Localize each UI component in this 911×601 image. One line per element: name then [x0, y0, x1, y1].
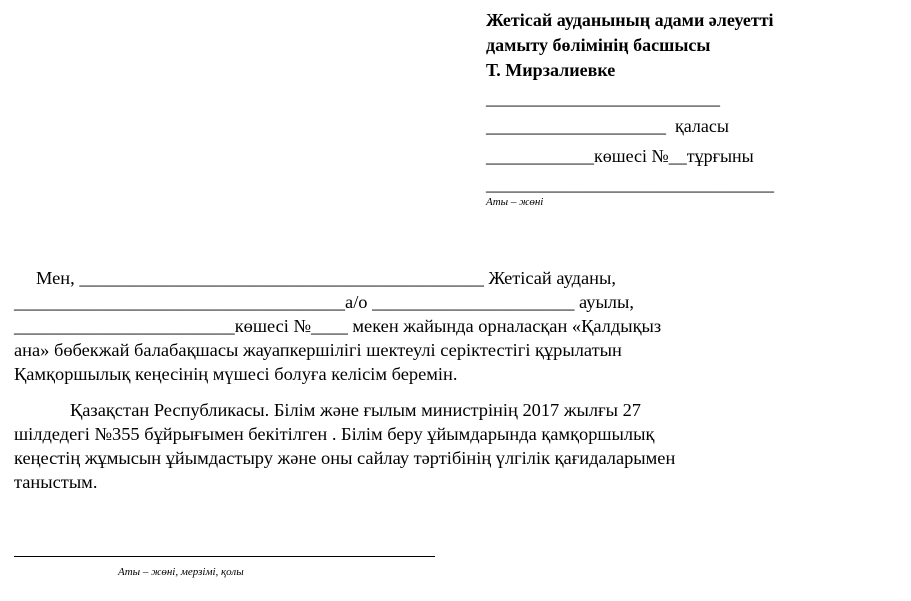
body-line-1 — [14, 266, 886, 290]
body-line-6: Қазақстан Республикасы. Білім және ғылым министрінің 2017 жылғы 27 — [70, 400, 641, 420]
addressee-line-2: дамыту бөлімінің басшысы — [486, 35, 711, 55]
sender-blank-line: __________________________ — [486, 88, 720, 108]
body-line-9: таныстым. — [14, 472, 98, 492]
sender-name-blank: ________________________________ — [486, 174, 774, 194]
street-label: көшесі №__тұрғыны — [594, 146, 754, 166]
body-line-4: ана» бөбекжай балабақшасы жауапкершілігі шектеулі серіктестігі құрылатын — [14, 340, 622, 360]
city-label: қаласы — [675, 116, 729, 136]
body-line-7: шілдедегі №355 бұйрығымен бекітілген . Білім беру ұйымдарында қамқоршылық — [14, 424, 655, 444]
name-blank: ____________________________________________ — [79, 268, 484, 288]
body-prefix: Мен, — [36, 268, 75, 288]
district-blank: ____________________________________ — [14, 292, 346, 312]
district-label: Жетісай ауданы, — [488, 268, 616, 288]
signature-hint: Аты – жөні, мерзімі, қолы — [118, 566, 244, 578]
village-blank: ______________________ — [372, 292, 575, 312]
sender-name-hint: Аты – жөні — [486, 196, 544, 208]
address-text: көшесі №____ мекен жайында орналасқан «Қалдықыз — [234, 316, 662, 336]
addressee-name: Т. Мирзалиевке — [486, 60, 616, 80]
ao-label: а/о — [345, 292, 368, 312]
body-line-5: Қамқоршылық кеңесінің мүшесі болуға келісім беремін. — [14, 364, 458, 384]
sender-street-line — [486, 144, 754, 168]
addressee-line-1: Жетісай ауданының адами әлеуетті — [486, 10, 774, 30]
body-line-2 — [14, 290, 886, 314]
city-blank: ____________________ — [486, 116, 666, 136]
body-line-3 — [14, 314, 886, 338]
street-blank-body: ________________________ — [14, 316, 235, 336]
body-line-8: кеңестің жұмысын ұйымдастыру және оны сайлау тәртібінің үлгілік қағидаларымен — [14, 448, 676, 468]
sender-city-line — [486, 114, 729, 138]
signature-line — [14, 556, 435, 557]
village-label: ауылы, — [579, 292, 634, 312]
street-blank: ____________ — [486, 146, 594, 166]
